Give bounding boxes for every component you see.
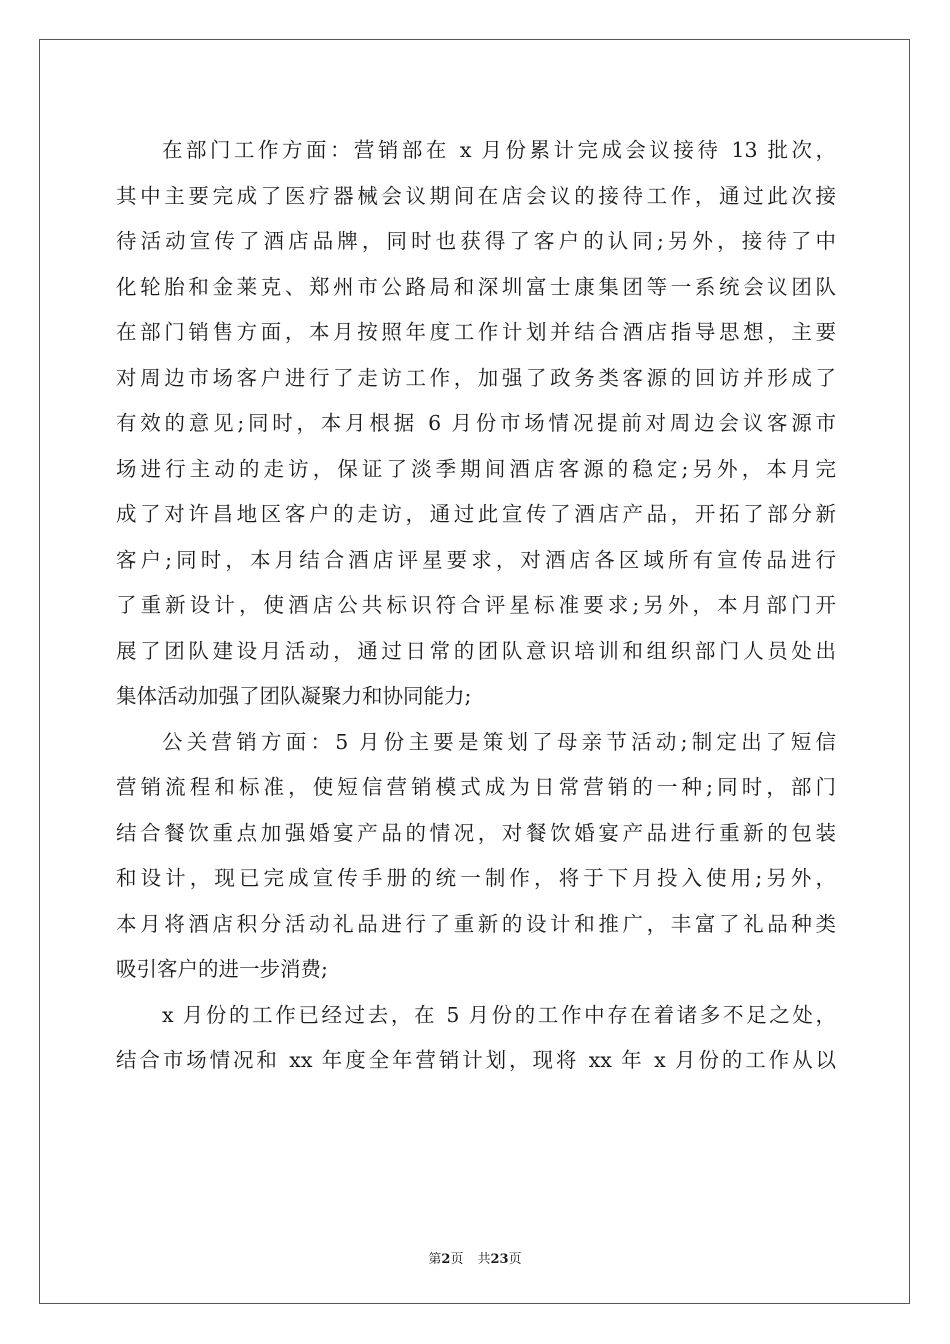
current-page-number: 2 <box>441 1252 451 1267</box>
paragraph-line: 集体活动加强了团队凝聚力和协同能力; <box>116 684 472 708</box>
paragraph-line: 了重新设计，使酒店公共标识符合评星标准要求;另外，本月部门开 <box>116 593 836 617</box>
page-prefix: 第 <box>428 1252 442 1267</box>
paragraph-line: 化轮胎和金莱克、郑州市公路局和深圳富士康集团等一系统会议团队 <box>116 274 836 299</box>
paragraph-line: x 月份的工作已经过去，在 5 月份的工作中存在着诸多不足之处， <box>162 1002 836 1027</box>
paragraph-line: 营销流程和标准，使短信营销模式成为日常营销的一种;同时，部门 <box>116 775 836 799</box>
paragraph-line: 和设计，现已完成宣传手册的统一制作，将于下月投入使用;另外， <box>116 866 836 890</box>
paragraph-line: 结合餐饮重点加强婚宴产品的情况，对餐饮婚宴产品进行重新的包装 <box>116 820 836 845</box>
paragraph-line: 在部门销售方面，本月按照年度工作计划并结合酒店指导思想，主要 <box>116 320 836 344</box>
total-unit: 页 <box>508 1252 522 1267</box>
page-footer <box>0 1248 950 1267</box>
paragraph-line: 客户;同时，本月结合酒店评星要求，对酒店各区域所有宣传品进行 <box>116 547 836 572</box>
paragraph-line: 公关营销方面：5 月份主要是策划了母亲节活动;制定出了短信 <box>162 729 836 754</box>
total-prefix: 共 <box>477 1252 491 1267</box>
paragraph-line: 结合市场情况和 xx 年度全年营销计划，现将 xx 年 x 月份的工作从以 <box>116 1048 836 1072</box>
paragraph-line: 有效的意见;同时，本月根据 6 月份市场情况提前对周边会议客源市 <box>116 411 836 435</box>
paragraph-line: 待活动宣传了酒店品牌，同时也获得了客户的认同;另外，接待了中 <box>116 229 836 253</box>
total-pages-number: 23 <box>490 1252 509 1267</box>
paragraph-line: 对周边市场客户进行了走访工作，加强了政务类客源的回访并形成了 <box>116 365 836 390</box>
document-body <box>116 128 836 1084</box>
paragraph-line: 其中主要完成了医疗器械会议期间在店会议的接待工作，通过此次接 <box>116 183 836 208</box>
paragraph-line: 成了对许昌地区客户的走访，通过此宣传了酒店产品，开拓了部分新 <box>116 502 836 526</box>
paragraph-line: 场进行主动的走访，保证了淡季期间酒店客源的稳定;另外，本月完 <box>116 456 836 481</box>
paragraph-line: 展了团队建设月活动，通过日常的团队意识培训和组织部门人员处出 <box>116 638 836 663</box>
paragraph-line: 吸引客户的进一步消费; <box>116 957 328 981</box>
paragraph-line: 本月将酒店积分活动礼品进行了重新的设计和推广，丰富了礼品种类 <box>116 911 836 936</box>
page-unit: 页 <box>450 1252 464 1267</box>
paragraph-line: 在部门工作方面：营销部在 x 月份累计完成会议接待 13 批次， <box>162 138 836 162</box>
